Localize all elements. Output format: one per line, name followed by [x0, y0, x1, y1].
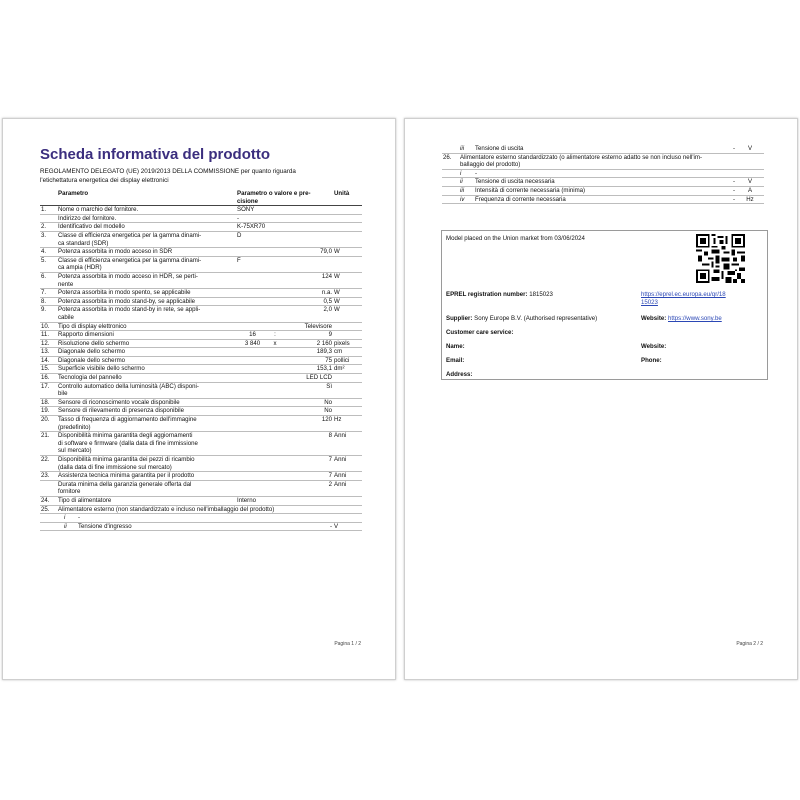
website-row: [641, 315, 722, 323]
supplier-info-box: [441, 230, 768, 380]
row-number: 1.: [40, 206, 57, 215]
row-number: 20.: [40, 416, 57, 432]
row-param: [57, 297, 236, 306]
row-param: [57, 248, 236, 257]
row-param-line: di software e firmware (dalla data di fine immissione: [58, 439, 198, 447]
row-unit: cm: [333, 348, 362, 357]
row-param: [459, 153, 764, 169]
row-unit: [333, 322, 362, 331]
row-param: [57, 256, 236, 272]
document-page-1: [2, 118, 396, 680]
table-row: [40, 206, 362, 215]
row-param-line: cabile: [58, 313, 74, 321]
row-value: 2: [236, 480, 333, 496]
supplier-value: Sony Europe B.V. (Authorised representative): [474, 315, 598, 322]
row-param-line: Diagonale dello schermo: [58, 348, 126, 356]
row-param-line: Controllo automatico della luminosità (ABC) disponi-: [58, 382, 199, 390]
table-row: [40, 365, 362, 374]
row-param-line: (predefinito): [58, 423, 91, 431]
row-param-line: Identificativo del modello: [58, 223, 125, 231]
row-value: [724, 169, 736, 178]
row-unit: V: [333, 522, 362, 531]
row-value: -: [236, 214, 333, 223]
row-number: 14.: [40, 356, 57, 365]
row-param-line: Sensore di rilevamento di presenza disponibile: [58, 407, 185, 415]
row-value: 3 840: [236, 339, 269, 348]
eprel-registration: [446, 291, 553, 299]
row-number: [442, 178, 459, 187]
table-row: [40, 297, 362, 306]
page-subtitle: [40, 167, 340, 185]
row-unit: A: [736, 186, 764, 195]
row-number: 8.: [40, 297, 57, 306]
row-unit: [333, 231, 362, 247]
row-param: [57, 348, 236, 357]
table-row: [40, 407, 362, 416]
email-label: Email:: [446, 357, 465, 364]
table-row: [40, 272, 362, 288]
row-value: 120: [236, 416, 333, 432]
row-number: 11.: [40, 331, 57, 340]
row-number: 17.: [40, 382, 57, 398]
row-value-b: 2 160: [281, 339, 333, 348]
row-value: 2,0: [236, 306, 333, 322]
header-num: [40, 190, 57, 206]
row-unit: [333, 374, 362, 383]
row-value: Interno: [236, 496, 333, 505]
row-param: [57, 456, 236, 472]
row-unit: V: [736, 178, 764, 187]
row-param-line: Disponibilità minima garantita dei pezzi di ricambio: [58, 456, 195, 463]
row-value: 0,5: [236, 297, 333, 306]
row-param-line: Assistenza tecnica minima garantita per il prodotto: [58, 472, 195, 480]
product-info-table: [40, 190, 362, 531]
row-param: [57, 374, 236, 383]
row-param: Frequenza di corrente necessaria: [474, 195, 724, 204]
table-row: [442, 153, 764, 169]
row-param: [57, 214, 236, 223]
row-param: Intensità di corrente necessaria (minima): [474, 186, 724, 195]
row-param-line: Potenza assorbita in modo acceso in HDR, se perti-: [58, 272, 198, 280]
row-param: [57, 398, 236, 407]
row-param: Tensione di uscita necessaria: [474, 178, 724, 187]
row-param-line: Disponibilità minima garantita degli aggiornamenti: [58, 432, 193, 440]
row-param-line: bile: [58, 390, 68, 398]
roman-numeral: i: [459, 169, 474, 178]
row-number: [40, 522, 57, 531]
row-unit: pollici: [333, 356, 362, 365]
row-param-line: nente: [58, 280, 74, 288]
row-value: -: [724, 178, 736, 187]
row-number: 7.: [40, 289, 57, 298]
eprel-label: EPREL registration number:: [446, 291, 528, 298]
row-unit: [333, 331, 362, 340]
subtitle-line: REGOLAMENTO DELEGATO (UE) 2019/2013 DELLA COMMISSIONE per quanto riguarda: [40, 168, 296, 175]
product-info-table-continued: [442, 145, 764, 204]
row-value: -: [724, 145, 736, 153]
subtitle-line: l'etichettatura energetica dei display elettronici: [40, 177, 169, 184]
row-param-line: Alimentatore esterno standardizzato (o alimentatore esterno adatto se non incluso nell'im-: [460, 153, 702, 161]
row-param: [57, 407, 236, 416]
row-unit: Hz: [736, 195, 764, 204]
row-value: No: [236, 407, 333, 416]
eprel-link[interactable]: [641, 291, 726, 307]
header-value: [236, 190, 333, 206]
table-row: [40, 339, 362, 348]
row-unit: Anni: [333, 480, 362, 496]
row-number: [442, 169, 459, 178]
eprel-link-line[interactable]: 15023: [641, 299, 658, 306]
row-value: 75: [236, 356, 333, 365]
table-row: [40, 432, 362, 456]
row-param-line: Tipo di alimentatore: [58, 496, 112, 504]
row-param: [57, 231, 236, 247]
row-number: 22.: [40, 456, 57, 472]
row-value: -: [281, 522, 333, 531]
row-param-line: Diagonale dello schermo: [58, 356, 126, 364]
row-unit: [333, 256, 362, 272]
row-unit: W: [333, 248, 362, 257]
row-param: Alimentatore esterno (non standardizzato e incluso nell'imballaggio del prodotto): [57, 505, 362, 514]
row-param-line: Potenza assorbita in modo acceso in SDR: [58, 248, 173, 256]
table-row: [442, 178, 764, 187]
row-param-line: Tasso di frequenza di aggiornamento dell'immagine: [58, 416, 197, 424]
row-param-line: Risoluzione dello schermo: [58, 339, 130, 347]
row-param-line: Tecnologia del pannello: [58, 374, 122, 382]
row-param-line: ca ampia (HDR): [58, 264, 102, 272]
row-number: 16.: [40, 374, 57, 383]
table-row: [40, 231, 362, 247]
row-unit: W: [333, 297, 362, 306]
address-label: Address:: [446, 371, 473, 378]
row-number: 12.: [40, 339, 57, 348]
row-param-line: Sensore di riconoscimento vocale disponibile: [58, 398, 180, 406]
row-param-line: Classe di efficienza energetica per la gamma dinami-: [58, 231, 202, 239]
row-param-text: -: [78, 514, 81, 522]
row-number: 6.: [40, 272, 57, 288]
row-param-line: Durata minima della garanzia generale offerta dal: [58, 480, 192, 488]
row-param: [57, 416, 236, 432]
table-row: [40, 416, 362, 432]
page-number: Pagina 2 / 2: [736, 641, 763, 647]
row-number: [442, 195, 459, 204]
row-value: K-75XR70: [236, 223, 333, 232]
row-param-line: Tipo di display elettronico: [58, 322, 127, 330]
row-param: [57, 356, 236, 365]
table-row: [442, 145, 764, 153]
market-placement-text: Model placed on the Union market from 03/06/2024: [446, 235, 585, 242]
row-param-line: (dalla data di fine immissione sul mercato): [58, 463, 172, 471]
row-unit: W: [333, 272, 362, 288]
table-row: [40, 256, 362, 272]
header-value-line: Parametro o valore e pre-: [237, 190, 311, 197]
row-number: 5.: [40, 256, 57, 272]
table-row: [40, 223, 362, 232]
table-row: [40, 374, 362, 383]
row-number: 4.: [40, 248, 57, 257]
row-unit: [333, 223, 362, 232]
table-row: [442, 186, 764, 195]
row-number: 25.: [40, 505, 57, 514]
qr-code-icon: [696, 234, 745, 283]
table-row: [40, 356, 362, 365]
supplier-label: Supplier:: [446, 315, 473, 322]
row-unit: [333, 206, 362, 215]
row-param: [57, 322, 236, 331]
table-row: [40, 214, 362, 223]
row-number: [40, 514, 57, 523]
table-row: [40, 289, 362, 298]
row-value: 79,0: [236, 248, 333, 257]
row-unit: Hz: [333, 416, 362, 432]
row-param: [57, 382, 236, 398]
roman-numeral: ii: [64, 522, 67, 530]
row-unit: W: [333, 289, 362, 298]
row-param: [57, 306, 236, 322]
roman-numeral: i: [64, 514, 66, 522]
row-param-line: Potenza assorbita in modo stand-by, se applicabile: [58, 297, 196, 305]
customer-care-heading: Customer care service:: [446, 329, 514, 336]
row-unit: dm²: [333, 365, 362, 374]
row-number: 15.: [40, 365, 57, 374]
row-number: 18.: [40, 398, 57, 407]
row-param-line: Superficie visibile dello schermo: [58, 365, 145, 373]
table-row: [40, 248, 362, 257]
row-number: 19.: [40, 407, 57, 416]
row-value: 153,1: [236, 365, 333, 374]
row-param: [57, 480, 236, 496]
row-param: [57, 272, 236, 288]
row-value: SONY: [236, 206, 333, 215]
table-row: [40, 514, 362, 523]
row-param: [57, 432, 236, 456]
row-value: 7: [236, 472, 333, 481]
header-param: Parametro: [57, 190, 236, 206]
row-value: No: [236, 398, 333, 407]
row-param: [57, 514, 362, 523]
row-param: [57, 472, 236, 481]
row-param-line: Nome o marchio del fornitore.: [58, 206, 139, 214]
row-param-line: ca standard (SDR): [58, 239, 109, 247]
eprel-number: 1815023: [529, 291, 553, 298]
row-param-line: Rapporto dimensioni: [58, 331, 114, 339]
header-unit: Unità: [333, 190, 362, 206]
row-value: 16: [236, 331, 269, 340]
row-unit: pixels: [333, 339, 362, 348]
row-value: Televisore: [236, 322, 333, 331]
row-value: F: [236, 256, 333, 272]
header-value-line: cisione: [237, 197, 258, 205]
row-param-line: Classe di efficienza energetica per la gamma dinami-: [58, 256, 202, 264]
row-value: -: [724, 195, 736, 204]
row-value: n.a.: [236, 289, 333, 298]
table-row: [40, 480, 362, 496]
row-number: 2.: [40, 223, 57, 232]
row-param-line: Indirizzo del fornitore.: [58, 214, 117, 222]
website-label: Website:: [641, 315, 667, 322]
table-row: [40, 306, 362, 322]
row-value-separator: x: [269, 339, 281, 348]
table-row: [40, 348, 362, 357]
table-row: [40, 398, 362, 407]
table-row: [40, 472, 362, 481]
roman-numeral: iv: [459, 195, 474, 204]
row-unit: [333, 214, 362, 223]
row-number: 3.: [40, 231, 57, 247]
row-number: 26.: [442, 153, 459, 169]
table-row: [40, 382, 362, 398]
table-row: [40, 322, 362, 331]
roman-numeral: ii: [459, 178, 474, 187]
row-unit: [333, 382, 362, 398]
row-param: [57, 339, 236, 348]
row-param: [57, 223, 236, 232]
row-param-text: Tensione d'ingresso: [78, 522, 132, 530]
supplier-row: [446, 315, 597, 323]
row-unit: Anni: [333, 432, 362, 456]
page-number: Pagina 1 / 2: [334, 641, 361, 647]
row-param: -: [474, 169, 724, 178]
row-value: 8: [236, 432, 333, 456]
document-page-2: [404, 118, 798, 680]
row-value: 189,3: [236, 348, 333, 357]
table-row: [40, 456, 362, 472]
roman-numeral: iii: [459, 186, 474, 195]
row-unit: [333, 407, 362, 416]
row-unit: V: [736, 145, 764, 153]
table-row: [40, 522, 362, 531]
eprel-link-line[interactable]: https://eprel.ec.europa.eu/qr/18: [641, 291, 726, 298]
row-number: 10.: [40, 322, 57, 331]
table-row: [40, 331, 362, 340]
row-number: 21.: [40, 432, 57, 456]
row-value: -: [724, 186, 736, 195]
row-number: [40, 480, 57, 496]
table-row: [40, 505, 362, 514]
row-param: [57, 289, 236, 298]
row-value: 124: [236, 272, 333, 288]
row-number: [40, 214, 57, 223]
row-param-line: Potenza assorbita in modo stand-by in rete, se appli-: [58, 306, 201, 314]
table-row: [442, 195, 764, 204]
row-value: D: [236, 231, 333, 247]
row-value: Sì: [236, 382, 333, 398]
row-unit: [736, 169, 764, 178]
row-param: [57, 331, 236, 340]
row-number: 13.: [40, 348, 57, 357]
phone-label: Phone:: [641, 357, 662, 364]
row-number: 24.: [40, 496, 57, 505]
row-param: [57, 522, 281, 531]
row-param-line: sul mercato): [58, 447, 92, 455]
row-value-b: 9: [281, 331, 333, 340]
row-value-separator: :: [269, 331, 281, 340]
row-unit: [333, 398, 362, 407]
row-param-line: fornitore: [58, 488, 81, 496]
row-number: 23.: [40, 472, 57, 481]
row-param: [57, 496, 236, 505]
row-unit: [333, 496, 362, 505]
row-value: LED LCD: [236, 374, 333, 383]
row-value: 7: [236, 456, 333, 472]
row-param: Tensione di uscita: [474, 145, 724, 153]
page-title: Scheda informativa del prodotto: [40, 146, 271, 163]
name-label: Name:: [446, 343, 465, 350]
row-param-line: ballaggio del prodotto): [460, 161, 521, 169]
table-header-row: [40, 190, 362, 206]
roman-numeral: iii: [459, 145, 474, 153]
row-unit: W: [333, 306, 362, 322]
row-param: [57, 365, 236, 374]
table-row: [442, 169, 764, 178]
row-param-line: Potenza assorbita in modo spento, se applicabile: [58, 289, 191, 297]
table-row: [40, 496, 362, 505]
row-unit: Anni: [333, 456, 362, 472]
website-link[interactable]: https://www.sony.be: [668, 315, 722, 322]
row-unit: Anni: [333, 472, 362, 481]
row-param: [57, 206, 236, 215]
row-number: 9.: [40, 306, 57, 322]
website-label-2: Website:: [641, 343, 667, 350]
row-number: [442, 186, 459, 195]
